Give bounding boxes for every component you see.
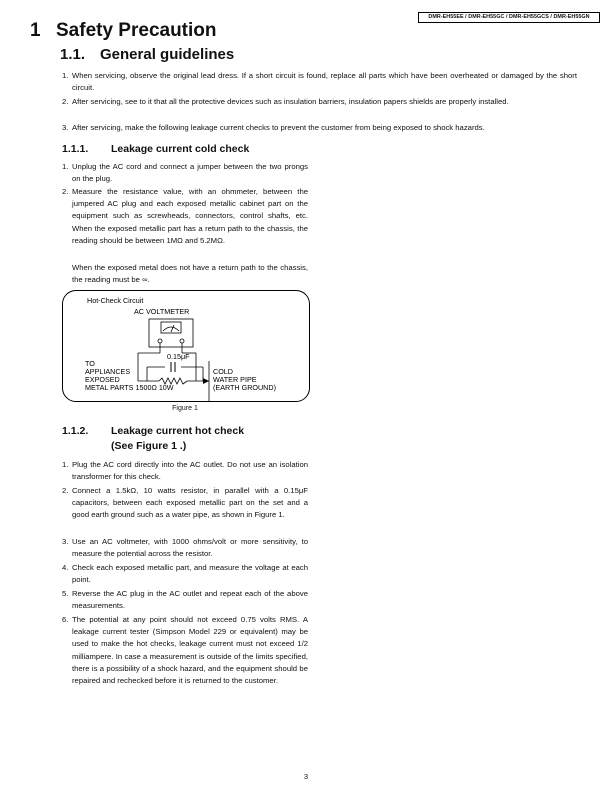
cold-check-heading xyxy=(62,142,249,157)
guideline-item xyxy=(62,122,577,134)
list-number: 3. xyxy=(62,123,69,132)
cold-check-title: Leakage current cold check xyxy=(111,143,250,155)
figure-caption: Figure 1 xyxy=(172,405,198,412)
section-title: Safety Precaution xyxy=(56,20,217,41)
right-label: COLD xyxy=(213,367,233,376)
hot-check-item xyxy=(62,588,308,612)
page-number: 3 xyxy=(303,772,309,781)
circuit-diagram xyxy=(63,291,309,401)
subsection-number: 1.1. xyxy=(60,46,86,63)
cold-check-text: Measure the resistance value, with an ohmmeter, between the jumpered AC plug and each exposed metallic cabinet part on the equipment such as screwheads, connectors, control shafts, etc. When the exposed metallic part has a return path to the chassis, the reading should be between 1MΩ and 5.2MΩ. xyxy=(72,187,308,245)
cold-check-item xyxy=(62,161,308,185)
hot-check-subtitle: (See Figure 1 .) xyxy=(111,440,187,452)
hot-check-item xyxy=(62,459,308,483)
left-label: EXPOSED xyxy=(85,375,120,384)
cold-check-number: 1.1.1. xyxy=(62,143,89,155)
list-number: 2. xyxy=(62,486,69,495)
list-number: 1. xyxy=(62,460,69,469)
hot-check-item xyxy=(62,485,308,522)
list-number: 2. xyxy=(62,187,69,196)
guideline-item xyxy=(62,96,577,108)
meter-label: AC VOLTMETER xyxy=(134,307,190,316)
list-number: 3. xyxy=(62,537,69,546)
list-number: 6. xyxy=(62,615,69,624)
hot-check-heading xyxy=(62,424,244,454)
left-label: APPLIANCES xyxy=(85,367,131,376)
list-number: 2. xyxy=(62,97,69,106)
resistor-label: METAL PARTS 1500Ω 10W xyxy=(85,383,174,392)
hot-check-title: Leakage current hot check xyxy=(111,425,245,437)
hot-check-text: The potential at any point should not exceed 0.75 volts RMS. A leakage current tester (Simpson Model 229 or equivalent) may be used to make the hot checks, leakage current must not exceed 1/2 milliampere. In case a measurement is outside of the limits specified, there is a possibility of a shock hazard, and the equipment should be repaired and rechecked before it is returned to the customer. xyxy=(72,615,308,686)
ground-arrow-icon xyxy=(203,378,209,384)
hot-check-item xyxy=(62,562,308,586)
left-label: TO xyxy=(85,359,95,368)
hot-check-text: Check each exposed metallic part, and measure the voltage at each point. xyxy=(72,563,308,585)
hot-check-item xyxy=(62,614,308,687)
model-number-header: DMR-EH55EE / DMR-EH55GC / DMR-EH55GCS / DMR-EH55GN xyxy=(418,12,600,23)
right-label: WATER PIPE xyxy=(213,375,257,384)
hot-check-circuit-figure xyxy=(62,290,310,402)
list-number: 4. xyxy=(62,563,69,572)
cold-check-item xyxy=(62,186,308,247)
guideline-text: After servicing, see to it that all the protective devices such as insulation barriers, insulation papers shields are properly installed. xyxy=(72,97,509,106)
guideline-text: After servicing, make the following leakage current checks to prevent the customer from being exposed to shock hazards. xyxy=(72,123,485,132)
list-number: 1. xyxy=(62,71,69,80)
list-number: 1. xyxy=(62,162,69,171)
section-number: 1 xyxy=(30,20,41,41)
hot-check-text: Use an AC voltmeter, with 1000 ohms/volt or more sensitivity, to measure the potential across the resistor. xyxy=(72,537,308,559)
capacitor-label: 0.15μF xyxy=(167,352,190,361)
subsection-title: General guidelines xyxy=(100,46,235,63)
list-number: 5. xyxy=(62,589,69,598)
guideline-item xyxy=(62,70,577,94)
hot-check-text: Plug the AC cord directly into the AC outlet. Do not use an isolation transformer for this check. xyxy=(72,460,308,482)
cold-check-text: Unplug the AC cord and connect a jumper between the two prongs on the plug. xyxy=(72,162,308,184)
guideline-text: When servicing, observe the original lead dress. If a short circuit is found, replace all parts which have been overheated or damaged by the short circuit. xyxy=(72,71,577,93)
hot-check-text: Connect a 1.5kΩ, 10 watts resistor, in parallel with a 0.15μF capacitors, between each exposed metallic part on the set and a good earth ground such as a water pipe, as shown in Figure 1. xyxy=(72,486,308,520)
hot-check-item xyxy=(62,536,308,560)
right-label: (EARTH GROUND) xyxy=(213,383,276,392)
section-heading xyxy=(30,20,217,42)
cold-check-note: When the exposed metal does not have a return path to the chassis, the reading must be ∞. xyxy=(72,263,308,285)
hot-check-text: Reverse the AC plug in the AC outlet and repeat each of the above measurements. xyxy=(72,589,308,611)
voltmeter-symbol xyxy=(149,319,193,347)
subsection-heading xyxy=(60,46,234,63)
hot-check-number: 1.1.2. xyxy=(62,425,89,437)
figure-title: Hot-Check Circuit xyxy=(87,296,144,305)
